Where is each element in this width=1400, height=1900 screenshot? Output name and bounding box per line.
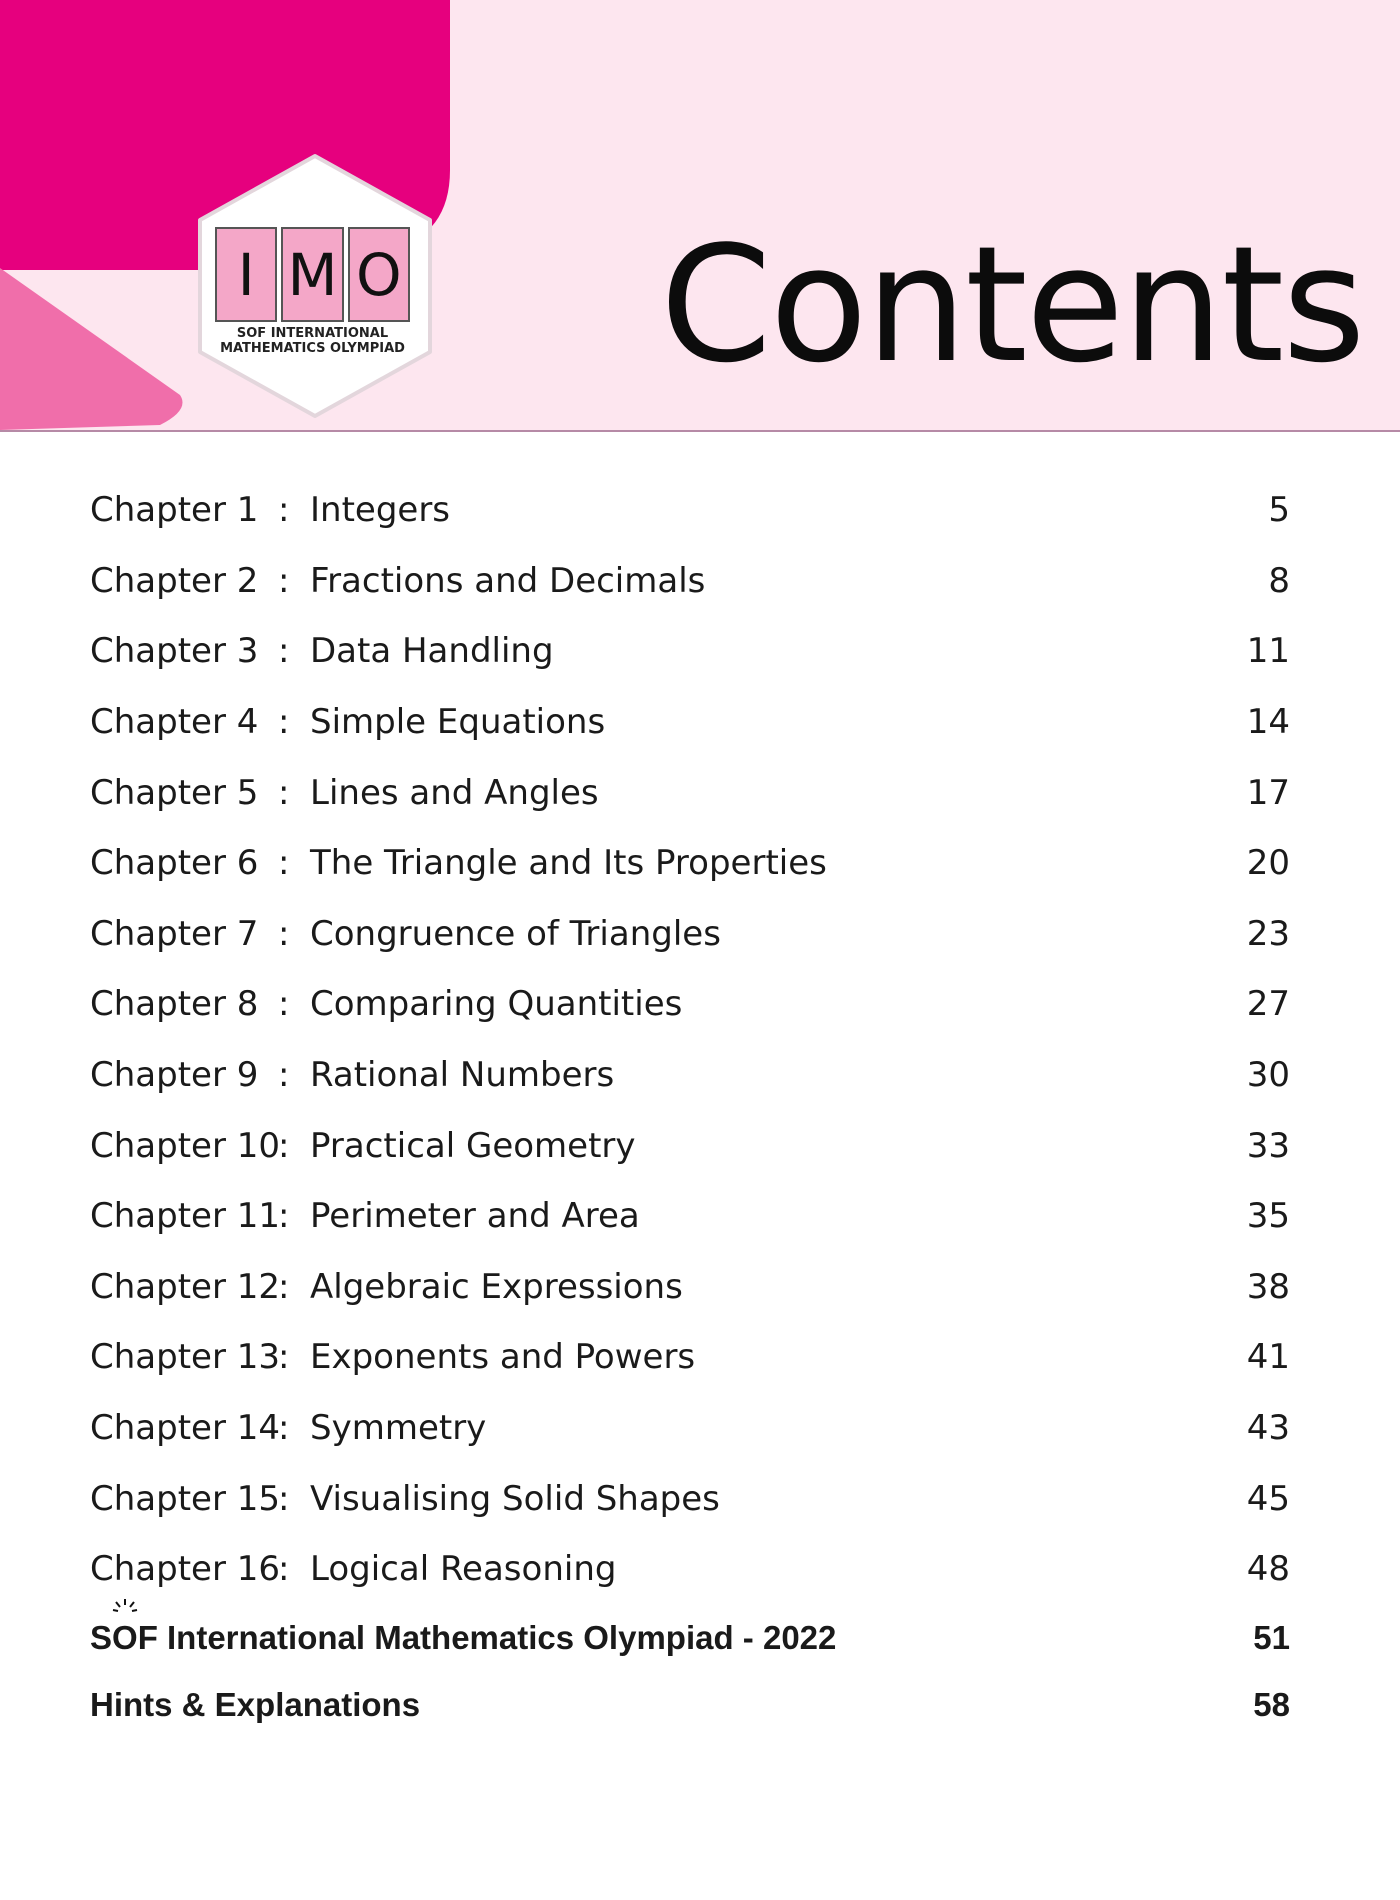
chapter-number: Chapter 1 — [90, 490, 259, 531]
hints-title: Hints & Explanations — [90, 1686, 421, 1723]
table-of-contents — [90, 475, 1290, 1739]
chapter-title: Simple Equations — [310, 702, 606, 743]
separator-colon: : — [278, 1266, 290, 1307]
separator-colon: : — [278, 560, 290, 601]
page-number: 41 — [1246, 1337, 1290, 1378]
chapter-number: Chapter 3 — [90, 631, 259, 672]
toc-item-olympiad[interactable] — [90, 1605, 1290, 1672]
olympiad-title-rest: F International Mathematics Olympiad - 2022 — [137, 1619, 837, 1656]
page-number: 17 — [1246, 772, 1290, 813]
toc-row[interactable] — [90, 687, 1290, 758]
chapter-number: Chapter 12 — [90, 1266, 281, 1307]
toc-item-hints[interactable] — [90, 1672, 1290, 1739]
bulb-rays-icon — [112, 1597, 138, 1619]
page-number: 14 — [1246, 702, 1290, 743]
logo-org-name: SOF INTERNATIONAL MATHEMATICS OLYMPIAD — [220, 326, 405, 356]
chapter-number: Chapter 8 — [90, 984, 259, 1025]
page-number: 30 — [1246, 1055, 1290, 1096]
page-number: 45 — [1246, 1478, 1290, 1519]
chapter-title: Algebraic Expressions — [310, 1266, 683, 1307]
separator-colon: : — [278, 1196, 290, 1237]
toc-row[interactable] — [90, 475, 1290, 546]
separator-colon: : — [278, 1478, 290, 1519]
chapter-title: Fractions and Decimals — [310, 560, 706, 601]
chapter-title: Exponents and Powers — [310, 1337, 696, 1378]
chapter-title: Logical Reasoning — [310, 1549, 617, 1590]
chapter-list — [90, 475, 1290, 1605]
toc-row[interactable] — [90, 1322, 1290, 1393]
separator-colon: : — [278, 843, 290, 884]
chapter-title: Comparing Quantities — [310, 984, 683, 1025]
chapter-title: Congruence of Triangles — [310, 913, 721, 954]
chapter-title: Visualising Solid Shapes — [310, 1478, 720, 1519]
separator-colon: : — [278, 702, 290, 743]
separator-colon: : — [278, 490, 290, 531]
separator-colon: : — [278, 1055, 290, 1096]
toc-row[interactable] — [90, 899, 1290, 970]
chapter-number: Chapter 14 — [90, 1408, 281, 1449]
page-number: 33 — [1246, 1125, 1290, 1166]
toc-row[interactable] — [90, 1463, 1290, 1534]
page-number: 38 — [1246, 1266, 1290, 1307]
separator-colon: : — [278, 913, 290, 954]
chapter-number: Chapter 5 — [90, 772, 259, 813]
chapter-number: Chapter 10 — [90, 1125, 281, 1166]
chapter-title: Rational Numbers — [310, 1055, 615, 1096]
page-number: 8 — [1268, 560, 1290, 601]
chapter-number: Chapter 7 — [90, 913, 259, 954]
chapter-number: Chapter 6 — [90, 843, 259, 884]
page-number: 43 — [1246, 1408, 1290, 1449]
logo-letter-i: I — [215, 227, 277, 322]
chapter-number: Chapter 15 — [90, 1478, 281, 1519]
toc-row[interactable] — [90, 546, 1290, 617]
page-title: Contents — [660, 211, 1364, 398]
toc-row[interactable] — [90, 828, 1290, 899]
chapter-number: Chapter 13 — [90, 1337, 281, 1378]
toc-row[interactable] — [90, 757, 1290, 828]
olympiad-title-prefix: S — [90, 1619, 113, 1656]
olympiad-page: 51 — [1253, 1619, 1290, 1656]
chapter-title: Perimeter and Area — [310, 1196, 640, 1237]
chapter-title: Symmetry — [310, 1408, 487, 1449]
logo-letter-o-bulb-icon: O — [348, 227, 410, 322]
chapter-title: Integers — [310, 490, 451, 531]
toc-row[interactable] — [90, 1040, 1290, 1111]
bulb-icon — [112, 1619, 138, 1657]
chapter-number: Chapter 9 — [90, 1055, 259, 1096]
toc-row[interactable] — [90, 1393, 1290, 1464]
page-number: 27 — [1246, 984, 1290, 1025]
chapter-title: Data Handling — [310, 631, 554, 672]
logo-letter-m: M — [281, 227, 343, 322]
olympiad-title — [90, 1619, 836, 1657]
toc-row[interactable] — [90, 1534, 1290, 1605]
separator-colon: : — [278, 984, 290, 1025]
separator-colon: : — [278, 772, 290, 813]
page-number: 23 — [1246, 913, 1290, 954]
page-number: 11 — [1246, 631, 1290, 672]
separator-colon: : — [278, 1549, 290, 1590]
toc-row[interactable] — [90, 1181, 1290, 1252]
toc-row[interactable] — [90, 1110, 1290, 1181]
chapter-number: Chapter 2 — [90, 560, 259, 601]
toc-row[interactable] — [90, 1252, 1290, 1323]
chapter-number: Chapter 16 — [90, 1549, 281, 1590]
separator-colon: : — [278, 1408, 290, 1449]
chapter-title: Practical Geometry — [310, 1125, 636, 1166]
bulb-letter: O — [112, 1619, 138, 1656]
toc-row[interactable] — [90, 969, 1290, 1040]
separator-colon: : — [278, 1337, 290, 1378]
chapter-title: The Triangle and Its Properties — [310, 843, 827, 884]
page-number: 5 — [1268, 490, 1290, 531]
separator-colon: : — [278, 631, 290, 672]
logo — [215, 227, 410, 322]
page-number: 20 — [1246, 843, 1290, 884]
chapter-title: Lines and Angles — [310, 772, 599, 813]
toc-row[interactable] — [90, 616, 1290, 687]
page-number: 48 — [1246, 1549, 1290, 1590]
chapter-number: Chapter 4 — [90, 702, 259, 743]
chapter-number: Chapter 11 — [90, 1196, 281, 1237]
page-number: 35 — [1246, 1196, 1290, 1237]
hints-page: 58 — [1253, 1686, 1290, 1723]
separator-colon: : — [278, 1125, 290, 1166]
